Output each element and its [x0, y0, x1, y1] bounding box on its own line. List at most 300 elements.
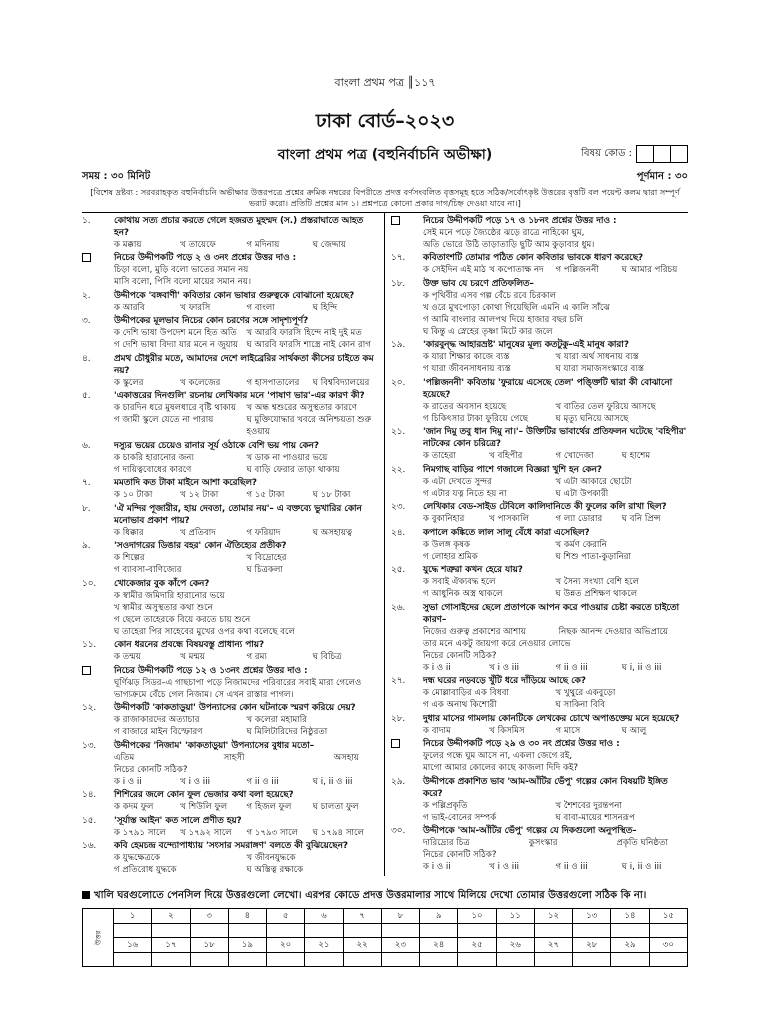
question-text: 'কারবুন্দ্ধ আহারভ্রষ্ট' মানুষের মূল্য কতটুকু–এই মানুষ কারা? [423, 340, 629, 350]
question-text: উদ্দীপকের মূলভাব নিচের কোন চরণের সঙ্গে সাদৃশ্যপূর্ণ? [114, 316, 309, 326]
stimulus-line: ফুলের গন্ধে ঘুম আসে না, একলা জেগে রই, [423, 751, 573, 761]
stimulus-line: অতি ভোরে উঠি তাড়াতাড়ি ছুটি আম কুড়াবার ধুম। [423, 239, 595, 250]
question-text: নিমগাছ বাড়ির পাশে গজালে বিজ্ঞরা খুশি হন কেন? [423, 464, 603, 475]
question-number: ২১. [391, 427, 406, 437]
option: ক উলঙ্গ কৃষক [423, 539, 471, 550]
stimulus-line: তার মনে একটু জায়গা করে নেওয়ার লোভে [423, 638, 571, 649]
option: ঘ চিত্রকলা [246, 565, 283, 575]
answer-cell [611, 953, 649, 967]
option: গ লোহার শ্রমিক [423, 551, 478, 562]
question-number: ৩. [82, 316, 91, 326]
answer-cell [152, 953, 190, 967]
question-number: ৭. [82, 478, 91, 488]
option: ঘ কিন্তু এ স্নেহের তৃষ্ণা মিটে কার জলে [423, 326, 553, 337]
question-text: কোথায় সত্য প্রচার করতে গেলে হজরত মুহম্মদ (স.) প্রস্তরাঘাতে আহত হন? [114, 215, 364, 238]
answer-number: ১৭ [152, 938, 190, 953]
option: গ খোদেজা [555, 451, 594, 461]
question [82, 390, 379, 402]
answer-number: ১৫ [649, 909, 687, 924]
answer-cell [458, 924, 496, 938]
question [391, 527, 688, 539]
option: খ খুথুরে একবুড়ো [555, 688, 616, 698]
option: ঘ আমার পরিচয় [621, 265, 678, 275]
answer-cell [649, 953, 687, 967]
answer-cell [152, 924, 190, 938]
code-box [654, 145, 671, 163]
stem-statement: সাহসী [223, 752, 245, 763]
question-text: উদ্দীপকটি 'কাকতাড়ুয়া' উপন্যাসের কোন ঘটনাকে স্মরণ করিয়ে দেয়? [114, 703, 356, 713]
option: গ হাসপাতালের [246, 377, 300, 388]
answer-cell [420, 953, 458, 967]
question-text: 'একাত্তরের দিনগুলি' রচনায় লেখিকার মনে 'পাষাণ ভার'-এর কারণ কী? [114, 391, 365, 401]
question-number: ১৭. [391, 253, 406, 263]
answer-number: ৫ [267, 909, 305, 924]
answer-number: ২ [152, 909, 190, 924]
question [391, 675, 688, 687]
option: খ পাসকালি [489, 514, 529, 524]
option: গ ১৫ টাকা [246, 490, 285, 500]
question-text: 'ঐ মন্দির পূজারীর, হায় দেবতা, তোমার নয়'– এ বক্তব্যে ভুখারির কোন মনোভাব প্রকাশ পায়? [114, 503, 362, 526]
option-list [391, 725, 688, 737]
stimulus-line: ঘূর্ণিঝড় সিডর–এ গাছচাপা পড়ে নিজামদের পরিবারের সবাই মারা গেলেও ভাগ্যক্রমে বেঁচে গেল নিজাম। সে এখন রাস্তার পাগল। [114, 677, 362, 700]
question-number: ২২. [391, 464, 406, 475]
question-text: 'জান দিমু তবু ধান দিমু না।'– উক্তিটির ভাবার্থের প্রতিফলন ঘটেছে 'বহিপীর' নাটকের কোন চরিত্রে? [423, 427, 687, 449]
option: খ বহিপীর [489, 451, 523, 461]
answer-cell [534, 924, 572, 938]
answer-cell [113, 924, 151, 938]
question [391, 501, 688, 513]
checkbox-icon [391, 216, 400, 225]
option: ক মক্কায় [114, 239, 142, 250]
question-text: মমতাদি কত টাকা মাইনে আশা করেছিল? [114, 478, 258, 488]
left-column [82, 213, 384, 876]
question [82, 840, 379, 852]
option: খ যারা অর্থ সাধনায় ব্যস্ত [555, 352, 639, 362]
answer-cell [343, 924, 381, 938]
option-list [82, 527, 379, 539]
answer-number: ৬ [305, 909, 343, 924]
answer-number: ১১ [496, 909, 534, 924]
square-bullet-icon [82, 891, 90, 899]
answer-number: ১৬ [113, 938, 151, 953]
subtitle-row [82, 143, 688, 165]
answer-number: ২৯ [611, 938, 649, 953]
question [82, 503, 379, 527]
question-text: নিচের উদ্দীপকটি পড়ে ১২ ও ১৩নং প্রশ্নের উত্তর দাও : [114, 665, 308, 676]
option: গ ii ও iii [246, 776, 279, 787]
question [82, 815, 379, 827]
question-text: শিশিরের জলে কোন ফুল ভেজার কথা বলা হয়েছে? [114, 790, 294, 800]
stimulus-line: সেই মনে পড়ে জ্যৈষ্ঠের ঝড়ে রাত্রে নাহিকো ঘুম, [423, 227, 585, 238]
question-number: ১৪. [82, 790, 97, 800]
option: ক রাজাকারদের অত্যাচার [114, 715, 200, 725]
option: গ হিজল ফুল [246, 802, 292, 812]
option: ঘ মিলিটারিদের নিষ্ঠুরতা [246, 727, 328, 737]
answer-number: ৪ [228, 909, 266, 924]
question [82, 740, 379, 752]
stem-statement: কুসংস্কার [528, 838, 558, 848]
question [391, 564, 688, 576]
option: গ এটার যত্ন নিতে হয় না [423, 488, 507, 499]
question-number: ২. [82, 290, 91, 301]
option: খ i ও iii [489, 862, 519, 872]
option: ক আরবি [114, 302, 145, 313]
answer-cell [305, 953, 343, 967]
option: ক এটা দেখতে সুন্দর [423, 476, 492, 487]
question-number: ১১. [82, 640, 97, 650]
answer-cell [458, 953, 496, 967]
code-box [671, 145, 688, 163]
question [82, 215, 379, 239]
answer-cell [496, 953, 534, 967]
option: ঘ বিশ্ববিদ্যালয়ের [312, 377, 370, 388]
question-text: 'পল্লিজননী' কবিতায় 'ফুরায়ে এসেছে তেল' পঙ্ক্তিটি দ্বারা কী বোঝানো হয়েছে? [423, 377, 673, 400]
option: ঘ অস্তিত্ব রক্ষাকে [246, 865, 304, 875]
option: ঘ বনি প্রিন্স [621, 514, 661, 524]
option: ঘ উন্নত প্রশিক্ষণ থাকলে [555, 589, 638, 599]
checkbox-icon [391, 739, 400, 748]
option: ঘ অসহায়ত্ব [312, 527, 353, 538]
answer-number: ২৮ [573, 938, 611, 953]
question [391, 252, 688, 264]
option-list [391, 513, 688, 525]
option: ক i ও ii [114, 776, 142, 787]
option: খ ফারসি [180, 302, 211, 313]
question [82, 665, 379, 677]
question-number: ১. [82, 215, 91, 226]
answer-cell [228, 924, 266, 938]
option: গ যারা জীবনসাধনায় ব্যস্ত [423, 364, 511, 374]
answer-cell [381, 924, 419, 938]
option: গ ফরিয়াদ [246, 527, 281, 538]
option: ঘ মৃত্যু ঘনিয়ে আসছে [555, 413, 629, 424]
question [391, 426, 688, 450]
stimulus-marker [82, 665, 114, 677]
option: ক স্বামীর জমিদারি হারানোর ভয়ে [114, 590, 225, 601]
option: ক ধিক্কার [114, 527, 144, 538]
answer-number: ২৩ [381, 938, 419, 953]
stem-statement: দারিদ্র্যের চিত্র [423, 838, 470, 848]
option: খ আরবি ফারসি হিন্দে নাই দুই মত [246, 328, 362, 338]
question [391, 278, 688, 290]
option: গ দায়িত্ববোধের কারণে [114, 464, 192, 475]
stimulus-line: নিচের কোনটি সঠিক? [423, 650, 497, 661]
question-text: উদ্দীপকের 'নিজাম' 'কাকতাড়ুয়া' উপন্যাসের বুধার মতো– [114, 740, 315, 751]
question-text: উদ্দীপকে 'বঙ্গবাণী' কবিতার কোন ভাষার গুরুত্বকে বোঝানো হয়েছে? [114, 290, 355, 301]
stimulus-line: মাসি বলো, পিসি বলো মায়ের সমান নয়। [114, 277, 252, 287]
option: খ ডাক না পাওয়ার ভয়ে [246, 452, 328, 463]
option: খ কলেরা মহামারি [246, 715, 307, 725]
option: গ জামী স্কুলে যেতে না পারায় [114, 415, 214, 425]
option-list [391, 687, 688, 711]
option: গ প্রতিরোধ যুদ্ধকে [114, 865, 177, 875]
stem-statement: নিছক আনন্দ দেওয়ার অভিপ্রায়ে [558, 626, 668, 637]
stem-statement: নিজের গুরুত্ব প্রকাশের আশায় [423, 626, 526, 637]
question-number: ১২. [82, 703, 97, 713]
option: ঘ ১৮ টাকা [312, 490, 351, 500]
running-title: বাংলা প্রথম পত্র ║১১৭ [334, 76, 436, 89]
option-list [82, 452, 379, 476]
stem-statements [82, 752, 379, 764]
option-list [82, 590, 379, 638]
option: গ চিকিৎসার টাকা ফুরিয়ে গেছে [423, 413, 529, 424]
option: ঘ বাড়ি ফেরার তাড়া থাকায় [246, 464, 340, 475]
question [391, 464, 688, 476]
question [391, 776, 688, 800]
option: খ জীবনযুদ্ধকে [246, 853, 296, 863]
answer-number: ২৬ [496, 938, 534, 953]
option: ক i ও ii [423, 862, 451, 872]
answer-cell [611, 924, 649, 938]
stem-statement: এতিম [114, 752, 135, 763]
question-text: 'সূর্যাস্ত আইন' কত সালে প্রণীত হয়? [114, 815, 242, 826]
option: ঘ বিচিত্র [312, 652, 342, 662]
answer-number: ১৪ [611, 909, 649, 924]
question-text: নিচের উদ্দীপকটি পড়ে ১৭ ও ১৮নং প্রশ্নের উত্তর দাও : [423, 215, 617, 226]
option: গ দেশি ভাষা বিদ্যা যার মনে ন জুয়ায় [114, 340, 239, 350]
option: গ ল্যা ডোরার [555, 514, 603, 524]
answer-number: ২৫ [458, 938, 496, 953]
answer-number: ১৮ [190, 938, 228, 953]
question-number: ২৬. [391, 602, 406, 613]
question-text: দন্ধ ঘরের নড়বড়ে খুঁটি ধরে দাঁড়িয়ে আছে কে? [423, 676, 586, 686]
question [82, 702, 379, 714]
option: খ i ও iii [180, 776, 210, 787]
option-list [391, 861, 688, 873]
answer-cell [534, 953, 572, 967]
time-label: সময় : ৩০ মিনিট [82, 171, 151, 182]
option: গ আধুনিক অস্ত্র থাকলে [423, 589, 503, 599]
option: ঘ এটা উপকারী [555, 488, 609, 499]
answer-cell [267, 924, 305, 938]
question-number: ১৯. [391, 340, 406, 350]
option: খ ওরে মুখপোড়া কোথা গিয়েছিলি এমনি এ কালি সাঁঝে [423, 302, 610, 313]
answer-number: ২২ [343, 938, 381, 953]
option-list [391, 800, 688, 824]
option: ক রাতের অবসান হয়েছে [423, 401, 507, 412]
option: খ কিসমিস [489, 725, 525, 736]
option: ক বাদাম [423, 725, 451, 736]
option: খ বাতির তেল ফুরিয়ে আসছে [555, 401, 656, 412]
question-text: নিচের উদ্দীপকটি পড়ে ২৯ ও ৩০ নং প্রশ্নের উত্তর দাও : [423, 739, 620, 749]
option-list [82, 327, 379, 351]
stimulus-marker [391, 738, 423, 750]
question-number: ১৮. [391, 278, 406, 289]
question-number: ২৯. [391, 776, 406, 787]
question [82, 578, 379, 590]
answer-tag: উত্তর [83, 909, 114, 967]
question-text: উদ্দীপকে 'আম-আঁটির ভেঁপু' গল্পের যে দিকগুলো অনুপস্থিত– [423, 826, 637, 836]
option: ঘ চালতা ফুল [312, 802, 359, 812]
question-text: 'সওদাগরের ডিঙার বহর' কোন ঐতিহ্যের প্রতীক? [114, 541, 287, 551]
instruction-note: [বিশেষ দ্রষ্টব্য : সরবরাহকৃত বহুনির্বাচনি অভীক্ষার উত্তরপত্রে প্রশ্নের ক্রমিক নম্বরের বিপরীতে প্রদত্ত বর্ণসংবলিত বৃত্তসমূহ হতে সঠিক/সর্বোৎকৃষ্ট উত্তরের বৃত্তটি বল পয়েন্ট কলম দ্বারা সম্পূর্ণ ভরাট করো। প্রতিটি প্রশ্নের মান ১। প্রশ্নপত্রে কোনো প্রকার দাগ/চিহ্ন দেওয়া যাবে না।] [90, 187, 680, 208]
option-list [82, 402, 379, 438]
question [82, 353, 379, 377]
option-list [82, 852, 379, 876]
option: খ কলেজের [180, 377, 221, 388]
answer-grid [82, 908, 688, 967]
answer-cell [496, 924, 534, 938]
question-number: ৫. [82, 391, 91, 401]
question [82, 789, 379, 801]
option: খ ১২ টাকা [180, 490, 219, 500]
answer-cell [420, 924, 458, 938]
option: ঘ বাবা-মায়ের শাসনরূপ [555, 812, 635, 823]
option: গ ii ও iii [555, 662, 588, 673]
question-number: ১৫. [82, 815, 97, 826]
answer-number: ৯ [420, 909, 458, 924]
answer-number: ৭ [343, 909, 381, 924]
option: ক যুদ্ধক্ষেত্রকে [114, 853, 161, 863]
meta-row [82, 169, 688, 186]
option: গ আমি বাংলার আলপথ দিয়ে হাজার বছর চলি [423, 314, 584, 325]
question-text: দস্যুর ভয়ের চেয়েও রানার সূর্য ওঠাকে বেশি ভয় পায় কেন? [114, 440, 320, 451]
option: খ অন্ধ শ্বশুরের অসুস্থতার কারণে [246, 403, 357, 413]
question-number: ১৩. [82, 740, 97, 751]
option: খ i ও iii [489, 662, 519, 673]
option: খ সৈন্য সংখ্যা বেশি হলে [555, 577, 640, 587]
option: গ বাংলা [246, 302, 275, 313]
option: গ ভাই-বোনের সম্পর্ক [423, 812, 497, 823]
option: খ ১৭৯২ সালে [180, 827, 232, 838]
question-number: ২৩. [391, 502, 406, 512]
stem-statements [391, 837, 688, 849]
option: ক মোল্লাবাড়ির এক বিধবা [423, 688, 510, 698]
option: ঘ i, ii ও iii [621, 662, 662, 673]
answer-cell [343, 953, 381, 967]
option: ক পল্লিপ্রকৃতি [423, 800, 468, 811]
question-text: দুধার মাসের গামলায় কোনটিকে লেখকের চোখে অপাঙক্তেয় মনে হয়েছে? [423, 713, 680, 724]
question-number: ২৮. [391, 713, 406, 724]
option: গ ব্যাবসা-বাণিজ্যের [114, 565, 182, 575]
question-text: নিচের উদ্দীপকটি পড়ে ২ ও ৩নং প্রশ্নের উত্তর দাও : [114, 253, 297, 263]
option-list [82, 827, 379, 839]
question [82, 440, 379, 452]
subject-code [581, 145, 688, 163]
option: ঘ i, ii ও iii [621, 862, 662, 872]
option: ক ১০ টাকা [114, 490, 153, 500]
option-list [82, 489, 379, 501]
option: ক তন্ময় [114, 652, 141, 662]
option: খ তায়েফে [180, 239, 216, 250]
option: ক ১৭৯১ সালে [114, 827, 166, 838]
subject-code-label: বিষয় কোড : [581, 147, 632, 159]
option-list [82, 714, 379, 738]
question-number: ২৪. [391, 527, 406, 538]
answer-cell [381, 953, 419, 967]
answer-heading-text: খালি ঘরগুলোতে পেনসিল দিয়ে উত্তরগুলো লেখো। এরপর কোডে প্রদত্ত উত্তরমালার সাথে মিলিয়ে দেখো তোমার উত্তরগুলো সঠিক কি না। [94, 890, 647, 901]
option: ক i ও ii [423, 662, 451, 673]
answer-number: ২০ [267, 938, 305, 953]
option: খ কর্মণ কেরানি [555, 539, 607, 550]
answer-number: ১৯ [228, 938, 266, 953]
answer-cell [305, 924, 343, 938]
option: গ বাজারে মাইন বিস্ফোরণ [114, 727, 203, 737]
option: গ ছেলে তাহেরকে বিয়ে করতে চায় শুনে [114, 614, 251, 625]
option: ঘ যারা সমাজসংস্কারে ব্যস্ত [555, 364, 644, 374]
question-number: ৯. [82, 541, 91, 551]
option-list [391, 476, 688, 500]
question [82, 639, 379, 651]
option: খ শিউলি ফুল [180, 802, 228, 812]
answer-cell [573, 924, 611, 938]
option: গ মদিনায় [246, 239, 280, 250]
question [391, 377, 688, 401]
option: খ এটা আকারে ছোটো [555, 476, 632, 487]
option-list [391, 351, 688, 375]
option: ক যারা শিক্ষার কাজে ব্যস্ত [423, 352, 510, 362]
question-number: ৮. [82, 503, 91, 514]
answer-number: ১২ [534, 909, 572, 924]
option: গ এক অনাথ কিশোরী [423, 700, 497, 710]
answer-cell [113, 953, 151, 967]
option-list [82, 377, 379, 389]
board-title: ঢাকা বোর্ড–২০২৩ [315, 110, 455, 132]
option: ক সেইদিন এই মাঠ [423, 265, 486, 275]
option: খ বিদ্রোহের [246, 553, 287, 563]
option: খ প্রতিবাদ [180, 527, 216, 538]
stimulus-line: চিড়া বলো, মুড়ি বলো ভাতের সমান নয় [114, 265, 249, 275]
question-text: খোকেজার বুক কাঁপে কেন? [114, 578, 210, 589]
stimulus-line: মাগো আমার কোলের কাছে কাজলা দিদি কই? [423, 763, 579, 773]
question-text: প্রমথ চৌধুরীর মতে, আমাদের দেশে লাইব্রেরির সার্থকতা কীসের চাইতে কম নয়? [114, 353, 374, 376]
question [391, 602, 688, 626]
answer-number: ২৭ [534, 938, 572, 953]
option: ঘ আরবি ফারসি শাস্ত্রে নাই কোন রাগ [246, 340, 371, 350]
question [391, 713, 688, 725]
option-list [82, 776, 379, 788]
option-list [82, 801, 379, 813]
option-list [391, 662, 688, 674]
option-list [391, 450, 688, 462]
question-number: ১৬. [82, 841, 97, 851]
answer-heading [82, 888, 688, 905]
question-text: কবিতাংশটি তোমার পঠিত কোন কবিতার ভাবকে ধারণ করেছে? [423, 253, 644, 263]
option-list [391, 401, 688, 425]
option: গ মাসে [555, 725, 581, 736]
option: খ কপোতাক্ষ নদ [489, 265, 544, 275]
option: গ পল্লিজননী [555, 265, 599, 275]
option: ঘ ১৭৯৪ সালে [312, 827, 364, 838]
option: ঘ শিশু পাতা-কুড়ানিরা [555, 551, 632, 562]
answer-cell [190, 953, 228, 967]
answer-number: ২১ [305, 938, 343, 953]
checkbox-icon [82, 253, 91, 262]
stem-statement: প্রকৃতি ঘনিষ্ঠতা [616, 838, 668, 848]
option: ঘ আলু [621, 725, 647, 736]
question-text: কপালে কঙ্কিতে লাল সালু বেঁধে কারা এসেছিল? [423, 527, 590, 538]
question-number: ৩০. [391, 826, 406, 836]
answer-number: ৮ [381, 909, 419, 924]
option: ঘ হাশেম [621, 451, 651, 461]
answer-number: ২৪ [420, 938, 458, 953]
question-text: কোন ধরনের প্রবন্ধে বিষয়বস্তু প্রাধান্য পায়? [114, 640, 265, 650]
option: ক পৃথিবীর এসব গল্প বেঁচে রবে চিরকাল [423, 290, 557, 301]
option: গ ii ও iii [555, 862, 588, 872]
option: ক সবাই ঐক্যবদ্ধ হলে [423, 577, 496, 587]
option: ক চারদিন ধরে মুষলধারে বৃষ্টি থাকায় [114, 403, 237, 413]
option: ক বুকানিহার [423, 514, 465, 524]
answer-number: ১ [113, 909, 151, 924]
full-marks-label: পূর্ণমান : ৩০ [636, 171, 688, 182]
option-list [82, 651, 379, 663]
question-number: ২৫. [391, 565, 406, 575]
option-list [391, 576, 688, 600]
answer-cell [228, 953, 266, 967]
option: ক শিল্পের [114, 553, 145, 563]
question-text: উক্ত ভাব যে চরণে প্রতিফলিত– [423, 278, 534, 289]
option: ঘ i, ii ও iii [312, 776, 353, 787]
